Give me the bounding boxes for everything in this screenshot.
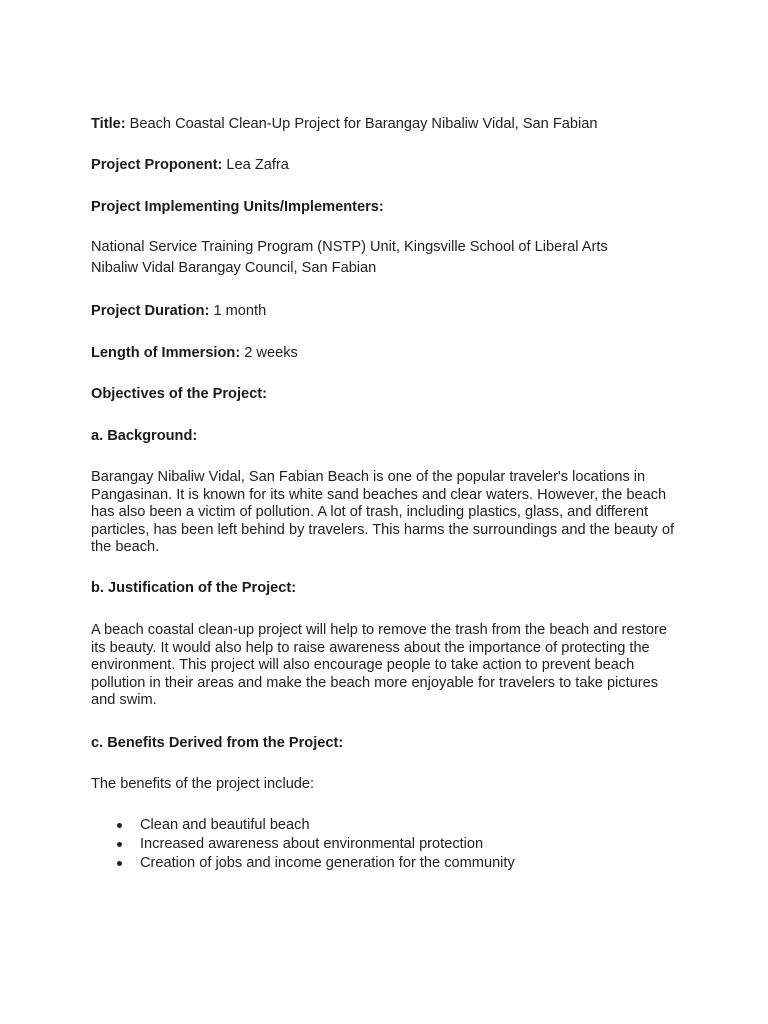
title-label: Title: bbox=[91, 116, 126, 132]
background-paragraph: Barangay Nibaliw Vidal, San Fabian Beach is one of the popular traveler's locations in Pangasinan. It is known for its white sand beaches and clear waters. However, the beach has also been a victim of pollution. A lot of trash, including plastics, glass, and different particles, has been left behind by travelers. This harms the surroundings and the beauty of the beach. bbox=[91, 469, 675, 555]
list-item bbox=[91, 836, 515, 855]
list-item-text: Increased awareness about environmental protection bbox=[140, 836, 484, 852]
implementer-line-2: Nibaliw Vidal Barangay Council, San Fabian bbox=[91, 260, 377, 276]
objectives-heading: Objectives of the Project: bbox=[91, 386, 267, 402]
list-item-text: Clean and beautiful beach bbox=[140, 817, 310, 833]
list-item bbox=[91, 855, 515, 874]
proponent-label: Project Proponent: bbox=[91, 157, 223, 173]
immersion-line bbox=[91, 345, 688, 363]
bullet-icon bbox=[117, 842, 122, 847]
duration-line bbox=[91, 303, 688, 321]
benefits-list bbox=[91, 817, 515, 874]
benefits-intro: The benefits of the project include: bbox=[91, 776, 315, 792]
immersion-label: Length of Immersion: bbox=[91, 345, 241, 361]
benefits-heading: c. Benefits Derived from the Project: bbox=[91, 735, 344, 751]
background-heading: a. Background: bbox=[91, 428, 198, 444]
implementer-line-1: National Service Training Program (NSTP) Unit, Kingsville School of Liberal Arts bbox=[91, 239, 608, 255]
proponent-value: Lea Zafra bbox=[226, 157, 289, 173]
duration-value: 1 month bbox=[213, 303, 267, 319]
title-line bbox=[91, 116, 688, 134]
bullet-icon bbox=[117, 861, 122, 866]
justification-heading: b. Justification of the Project: bbox=[91, 580, 297, 596]
immersion-value: 2 weeks bbox=[244, 345, 298, 361]
implementers-heading: Project Implementing Units/Implementers: bbox=[91, 199, 384, 215]
list-item-text: Creation of jobs and income generation for the community bbox=[140, 855, 515, 871]
title-value: Beach Coastal Clean-Up Project for Barangay Nibaliw Vidal, San Fabian bbox=[129, 116, 598, 132]
justification-paragraph: A beach coastal clean-up project will help to remove the trash from the beach and restore its beauty. It would also help to raise awareness about the importance of protecting the environment. This project will also encourage people to take action to prevent beach pollution in their areas and make the beach more enjoyable for travelers to take pictures and swim. bbox=[91, 622, 667, 708]
list-item bbox=[91, 817, 515, 836]
duration-label: Project Duration: bbox=[91, 303, 210, 319]
bullet-icon bbox=[117, 823, 122, 828]
proponent-line bbox=[91, 157, 688, 175]
